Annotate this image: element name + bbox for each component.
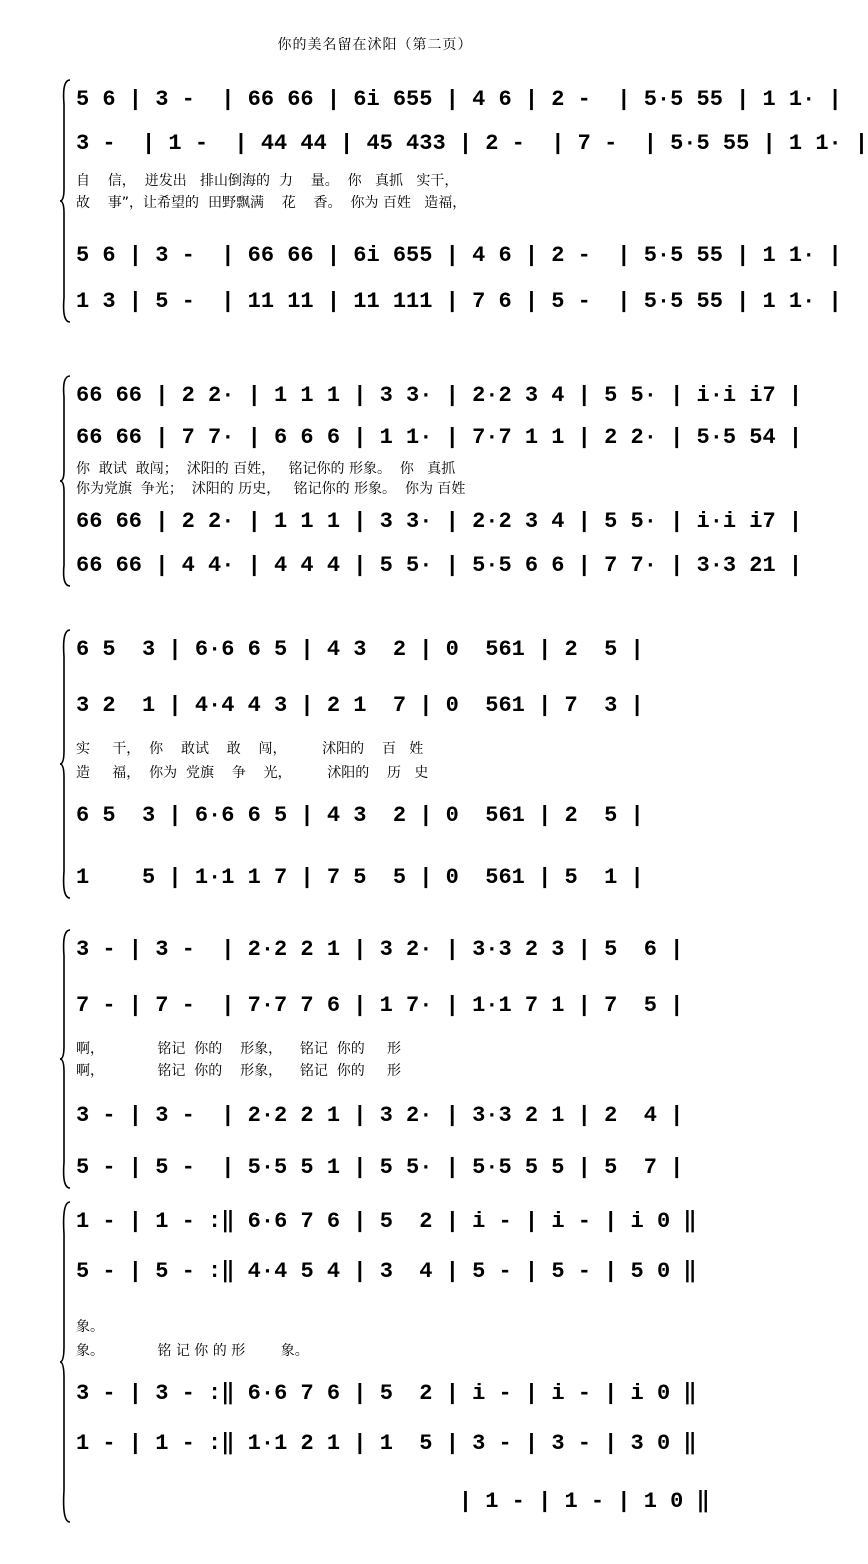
notation-line: 1 5 | 1·1 1 7 | 7 5 5 | 0 561 | 5 1 | (76, 865, 644, 890)
lyric-line: 故 事”，让希望的 田野飘满 花 香。 你为 百姓 造福， (76, 195, 467, 211)
system-brace (60, 630, 72, 898)
notation-line: 3 - | 3 - | 2·2 2 1 | 3 2· | 3·3 2 3 | 5 6 | (76, 937, 684, 962)
lyric-line: 造 福， 你为 党旗 争 光， 沭阳的 历 史 (76, 765, 429, 781)
page-title: 你的美名留在沭阳（第二页） (277, 37, 473, 53)
notation-line: | 1 - | 1 - | 1 0 ‖ (76, 1489, 710, 1514)
notation-line: 5 - | 5 - :‖ 4·4 5 4 | 3 4 | 5 - | 5 - | 5 0 ‖ (76, 1259, 697, 1284)
notation-line: 1 - | 1 - :‖ 1·1 2 1 | 1 5 | 3 - | 3 - | 3 0 ‖ (76, 1431, 697, 1456)
notation-line: 7 - | 7 - | 7·7 7 6 | 1 7· | 1·1 7 1 | 7 5 | (76, 993, 684, 1018)
notation-line: 3 2 1 | 4·4 4 3 | 2 1 7 | 0 561 | 7 3 | (76, 693, 644, 718)
notation-line: 66 66 | 2 2· | 1 1 1 | 3 3· | 2·2 3 4 | 5 5· | i·i i7 | (76, 509, 803, 534)
notation-line: 3 - | 3 - | 2·2 2 1 | 3 2· | 3·3 2 1 | 2 4 | (76, 1103, 684, 1128)
notation-line: 1 3 | 5 - | 11 11 | 11 111 | 7 6 | 5 - | 5·5 55 | 1 1· | (76, 289, 842, 314)
lyric-line: 象。 (76, 1319, 104, 1335)
lyric-line: 你为党旗 争光； 沭阳的 历史， 铭记你的 形象。 你为 百姓 (76, 481, 466, 497)
notation-line: 5 - | 5 - | 5·5 5 1 | 5 5· | 5·5 5 5 | 5 7 | (76, 1155, 684, 1180)
system-brace (60, 80, 72, 322)
notation-line: 66 66 | 7 7· | 6 6 6 | 1 1· | 7·7 1 1 | 2 2· | 5·5 54 | (76, 425, 803, 450)
notation-line: 6 5 3 | 6·6 6 5 | 4 3 2 | 0 561 | 2 5 | (76, 637, 644, 662)
system-brace (60, 930, 72, 1188)
lyric-line: 啊， 铭记 你的 形象， 铭记 你的 形 (76, 1063, 402, 1079)
system-brace (60, 1202, 72, 1522)
notation-line: 1 - | 1 - :‖ 6·6 7 6 | 5 2 | i - | i - | i 0 ‖ (76, 1209, 697, 1234)
lyric-line: 你 敢试 敢闯； 沭阳的 百姓， 铭记你的 形象。 你 真抓 (76, 461, 456, 477)
lyric-line: 自 信， 迸发出 排山倒海的 力 量。 你 真抓 实干， (76, 173, 459, 189)
notation-line: 6 5 3 | 6·6 6 5 | 4 3 2 | 0 561 | 2 5 | (76, 803, 644, 828)
lyric-line: 实 干， 你 敢试 敢 闯， 沭阳的 百 姓 (76, 741, 424, 757)
notation-line: 66 66 | 2 2· | 1 1 1 | 3 3· | 2·2 3 4 | 5 5· | i·i i7 | (76, 383, 803, 408)
notation-line: 3 - | 1 - | 44 44 | 45 433 | 2 - | 7 - | 5·5 55 | 1 1· | (76, 131, 868, 156)
notation-line: 5 6 | 3 - | 66 66 | 6i 655 | 4 6 | 2 - | 5·5 55 | 1 1· | (76, 87, 842, 112)
lyric-line: 啊， 铭记 你的 形象， 铭记 你的 形 (76, 1041, 402, 1057)
notation-line: 66 66 | 4 4· | 4 4 4 | 5 5· | 5·5 6 6 | 7 7· | 3·3 21 | (76, 553, 803, 578)
notation-line: 3 - | 3 - :‖ 6·6 7 6 | 5 2 | i - | i - | i 0 ‖ (76, 1381, 697, 1406)
lyric-line: 象。 铭 记 你 的 形 象。 (76, 1343, 309, 1359)
system-brace (60, 376, 72, 586)
notation-line: 5 6 | 3 - | 66 66 | 6i 655 | 4 6 | 2 - | 5·5 55 | 1 1· | (76, 243, 842, 268)
